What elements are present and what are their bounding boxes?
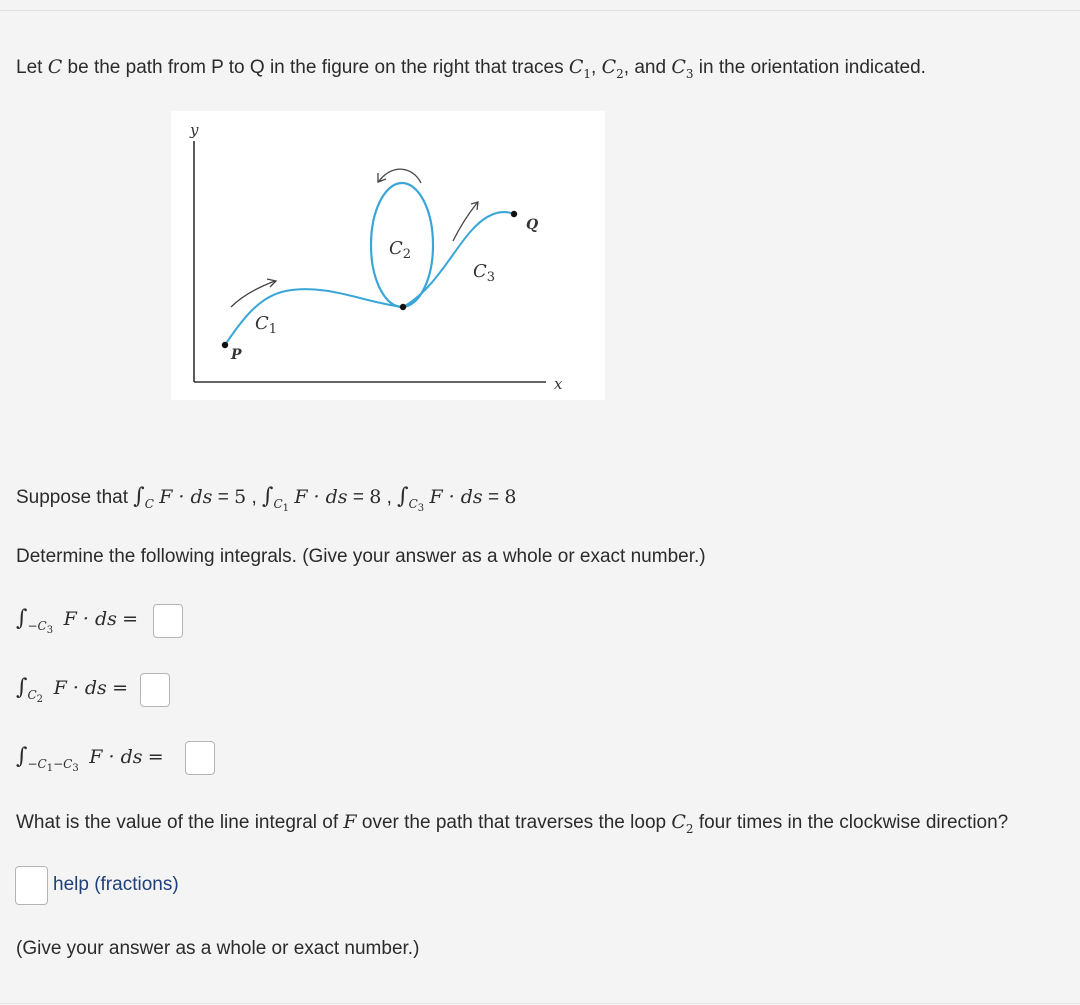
answer-input-c2[interactable] xyxy=(140,673,170,707)
arrow-c1 xyxy=(231,279,276,307)
intro-text: Let C be the path from P to Q in the figure on the right that traces $C_1$, $C_2$, and $C_3$ in the orientation indicated. xyxy=(16,56,926,81)
arrow-c2 xyxy=(378,169,421,183)
question-neg-c3: $\int_{-C3}$ F · ds = xyxy=(16,606,139,636)
label-c1: $C_1$ xyxy=(255,313,278,337)
y-axis-label: y xyxy=(190,121,199,139)
question-c2: $\int_{C2}$ F · ds = xyxy=(16,675,129,705)
point-q xyxy=(511,211,517,217)
bottom-divider xyxy=(0,1003,1080,1004)
junction-point xyxy=(400,304,406,310)
question-neg-c1-neg-c3: $\int_{-C1-C3}$ F · ds = xyxy=(16,744,164,774)
x-axis-label: x xyxy=(554,375,563,393)
label-q: Q xyxy=(526,217,539,233)
label-c3: $C_3$ xyxy=(473,261,496,285)
footer-note: (Give your answer as a whole or exact number.) xyxy=(16,938,420,959)
path-figure-svg xyxy=(171,111,605,400)
point-p xyxy=(222,342,228,348)
help-fractions-link[interactable]: help (fractions) xyxy=(53,874,179,895)
loop-question-text: What is the value of the line integral of F over the path that traverses the loop $C_2$ four times in the clockwise direction? xyxy=(16,811,1009,836)
curve-c3 xyxy=(403,212,514,307)
answer-input-neg-c3[interactable] xyxy=(153,604,183,638)
label-p: P xyxy=(231,347,242,363)
curve-c1 xyxy=(225,289,403,345)
answer-input-loop-c2[interactable] xyxy=(15,866,48,905)
label-c2: $C_2$ xyxy=(389,238,412,262)
top-divider xyxy=(0,10,1080,11)
given-integrals: Suppose that $\int_C$ F · ds = 5 , $\int_{C1}$ F · ds = 8 , $\int_{C3}$ F · ds = 8 xyxy=(16,484,517,514)
instructions-text: Determine the following integrals. (Give your answer as a whole or exact number.) xyxy=(16,546,706,567)
answer-input-neg-c1-neg-c3[interactable] xyxy=(185,741,215,775)
arrow-c3 xyxy=(453,202,478,241)
path-figure xyxy=(171,111,605,400)
